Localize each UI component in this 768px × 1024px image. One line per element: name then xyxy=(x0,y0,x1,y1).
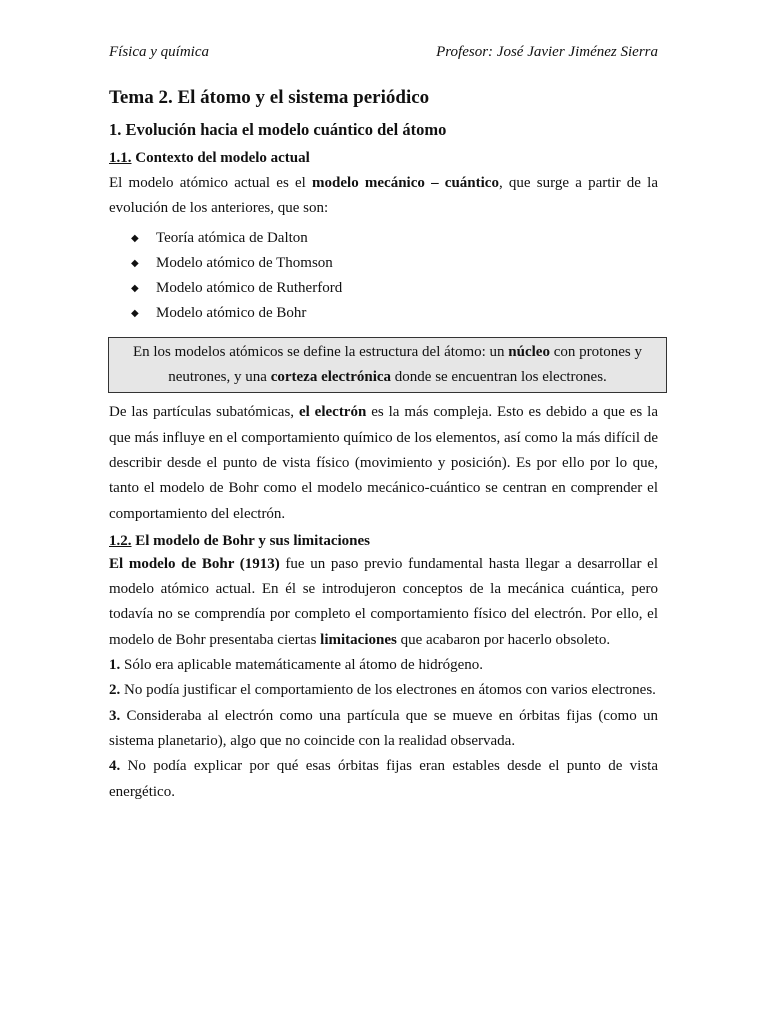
list-item xyxy=(131,301,658,326)
intro-bold-text: modelo mecánico – cuántico xyxy=(312,175,499,191)
intro-text-end: , que surge a partir de la evolución de los anteriores, que son: xyxy=(109,175,658,217)
diamond-bullet-icon: ◆ xyxy=(131,257,139,269)
limitation-item xyxy=(109,754,658,805)
limitation-item xyxy=(109,678,658,703)
limitation-number: 1. xyxy=(109,657,121,674)
subsection-number: 1.2. xyxy=(109,532,132,549)
limitation-text: No podía justificar el comportamiento de los electrones en átomos con varios electrones. xyxy=(120,682,656,699)
subsection-number: 1.1. xyxy=(109,150,132,166)
limitation-text: Consideraba al electrón como una partícula que se mueve en órbitas fijas (como un sistema planetario), algo que no coincide con la realidad observada. xyxy=(109,707,658,749)
intro-text: El modelo atómico actual es el xyxy=(109,175,313,191)
paragraph-text: es la más compleja. Esto es debido a que es la que más influye en el comportamiento químico de los elementos, así como la más difícil de describir desde el punto de vista físico (movimiento y posición). Es por ello por lo que, tanto el modelo de Bohr como el modelo mecánico-cuántico se centran en comprender el comportamiento del electrón. xyxy=(109,404,658,522)
bohr-paragraph xyxy=(109,552,658,653)
electron-paragraph xyxy=(109,400,658,526)
limitation-number: 4. xyxy=(109,758,121,775)
paragraph-bold-text: El modelo de Bohr (1913) xyxy=(109,555,280,572)
limitation-item xyxy=(109,653,658,678)
header-teacher: Profesor: José Javier Jiménez Sierra xyxy=(436,44,658,60)
box-text: En los modelos atómicos se define la estructura del átomo: un xyxy=(132,343,509,360)
limitation-text: Sólo era aplicable matemáticamente al átomo de hidrógeno. xyxy=(120,657,484,674)
subsection-title: Contexto del modelo actual xyxy=(135,150,310,166)
subsection-title: El modelo de Bohr y sus limitaciones xyxy=(135,532,370,549)
box-bold-cortex: corteza electrónica xyxy=(270,369,392,386)
paragraph-text: De las partículas subatómicas, xyxy=(109,404,299,421)
intro-paragraph xyxy=(109,171,658,222)
models-list xyxy=(109,226,658,327)
diamond-bullet-icon: ◆ xyxy=(131,232,139,244)
box-text: donde se encuentran los electrones. xyxy=(391,369,607,386)
limitation-item xyxy=(109,704,658,755)
box-text: con protones y neutrones, y una xyxy=(168,343,643,386)
limitation-number: 2. xyxy=(109,682,121,699)
paragraph-bold-text: el electrón xyxy=(298,404,367,421)
document-content xyxy=(109,84,658,805)
paragraph-text: que acabaron por hacerlo obsoleto. xyxy=(396,631,611,648)
diamond-bullet-icon: ◆ xyxy=(131,308,139,320)
header-subject: Física y química xyxy=(109,44,209,60)
list-item xyxy=(131,251,658,276)
list-item-label: Modelo atómico de Rutherford xyxy=(156,280,343,297)
diamond-bullet-icon: ◆ xyxy=(131,283,139,295)
list-item xyxy=(131,226,658,251)
limitation-text: No podía explicar por qué esas órbitas fijas eran estables desde el punto de vista energético. xyxy=(109,758,658,800)
list-item xyxy=(131,276,658,301)
box-bold-nucleus: núcleo xyxy=(508,343,550,360)
paragraph-text: fue un paso previo fundamental hasta llegar a desarrollar el modelo atómico actual. En él se introdujeron conceptos de la mecánica cuántica, pero todavía no se comprendía por completo el comportamiento físico del electrón. Por ello, el modelo de Bohr presentaba ciertas xyxy=(109,555,658,648)
subsection-heading-1-1 xyxy=(109,147,658,169)
limitation-number: 3. xyxy=(109,707,121,724)
list-item-label: Teoría atómica de Dalton xyxy=(156,229,308,246)
list-item-label: Modelo atómico de Thomson xyxy=(156,254,333,271)
paragraph-bold-text: limitaciones xyxy=(320,631,397,648)
section-heading: 1. Evolución hacia el modelo cuántico del átomo xyxy=(109,120,447,139)
page-title: Tema 2. El átomo y el sistema periódico xyxy=(109,87,430,108)
list-item-label: Modelo atómico de Bohr xyxy=(156,305,307,322)
highlight-box xyxy=(108,337,667,394)
subsection-heading-1-2 xyxy=(109,530,658,552)
